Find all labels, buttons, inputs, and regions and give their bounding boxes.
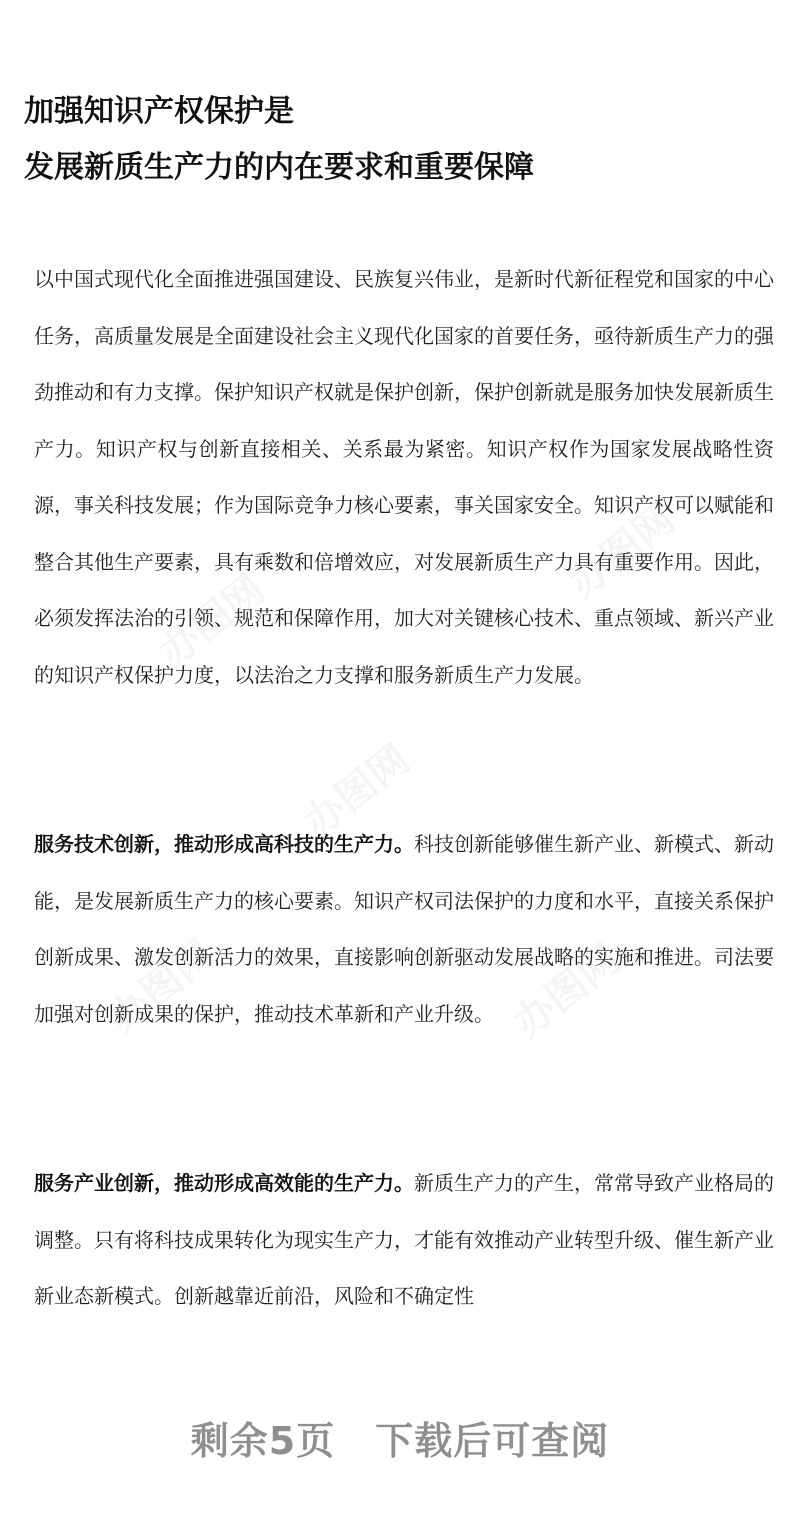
paragraph-tech-innovation — [34, 816, 774, 1042]
paragraph-text: 新质生产力的产生，常常导致产业格局的调整。只有将科技成果转化为现实生产力，才能有效推动产业转型升级、催生新产业新业态新模式。创新越靠近前沿，风险和不确定性 — [34, 1171, 774, 1308]
paragraph-intro — [34, 251, 774, 703]
paragraph-industry-innovation — [34, 1155, 774, 1325]
title-line-2: 发展新质生产力的内在要求和重要保障 — [24, 150, 534, 185]
paragraph-lead: 服务产业创新，推动形成高效能的生产力。 — [34, 1171, 414, 1195]
paragraph-lead: 服务技术创新，推动形成高科技的生产力。 — [34, 832, 414, 856]
remaining-pages-label: 剩余5页 — [190, 1419, 336, 1463]
paragraph-text: 科技创新能够催生新产业、新模式、新动能，是发展新质生产力的核心要素。知识产权司法保护的力度和水平，直接关系保护创新成果、激发创新活力的效果，直接影响创新驱动发展战略的实施和推进。司法要加强对创新成果的保护，推动技术革新和产业升级。 — [34, 832, 774, 1026]
title-line-1: 加强知识产权保护是 — [24, 94, 294, 129]
download-prompt[interactable] — [0, 1410, 800, 1465]
page-title — [24, 84, 784, 196]
download-to-view-label: 下载后可查阅 — [375, 1419, 610, 1463]
paragraph-text: 以中国式现代化全面推进强国建设、民族复兴伟业，是新时代新征程党和国家的中心任务，高质量发展是全面建设社会主义现代化国家的首要任务，亟待新质生产力的强劲推动和有力支撑。保护知识产权就是保护创新，保护创新就是服务加快发展新质生产力。知识产权与创新直接相关、关系最为紧密。知识产权作为国家发展战略性资源，事关科技发展；作为国际竞争力核心要素，事关国家安全。知识产权可以赋能和整合其他生产要素，具有乘数和倍增效应，对发展新质生产力具有重要作用。因此，必须发挥法治的引领、规范和保障作用，加大对关键核心技术、重点领域、新兴产业的知识产权保护力度，以法治之力支撑和服务新质生产力发展。 — [34, 267, 774, 687]
